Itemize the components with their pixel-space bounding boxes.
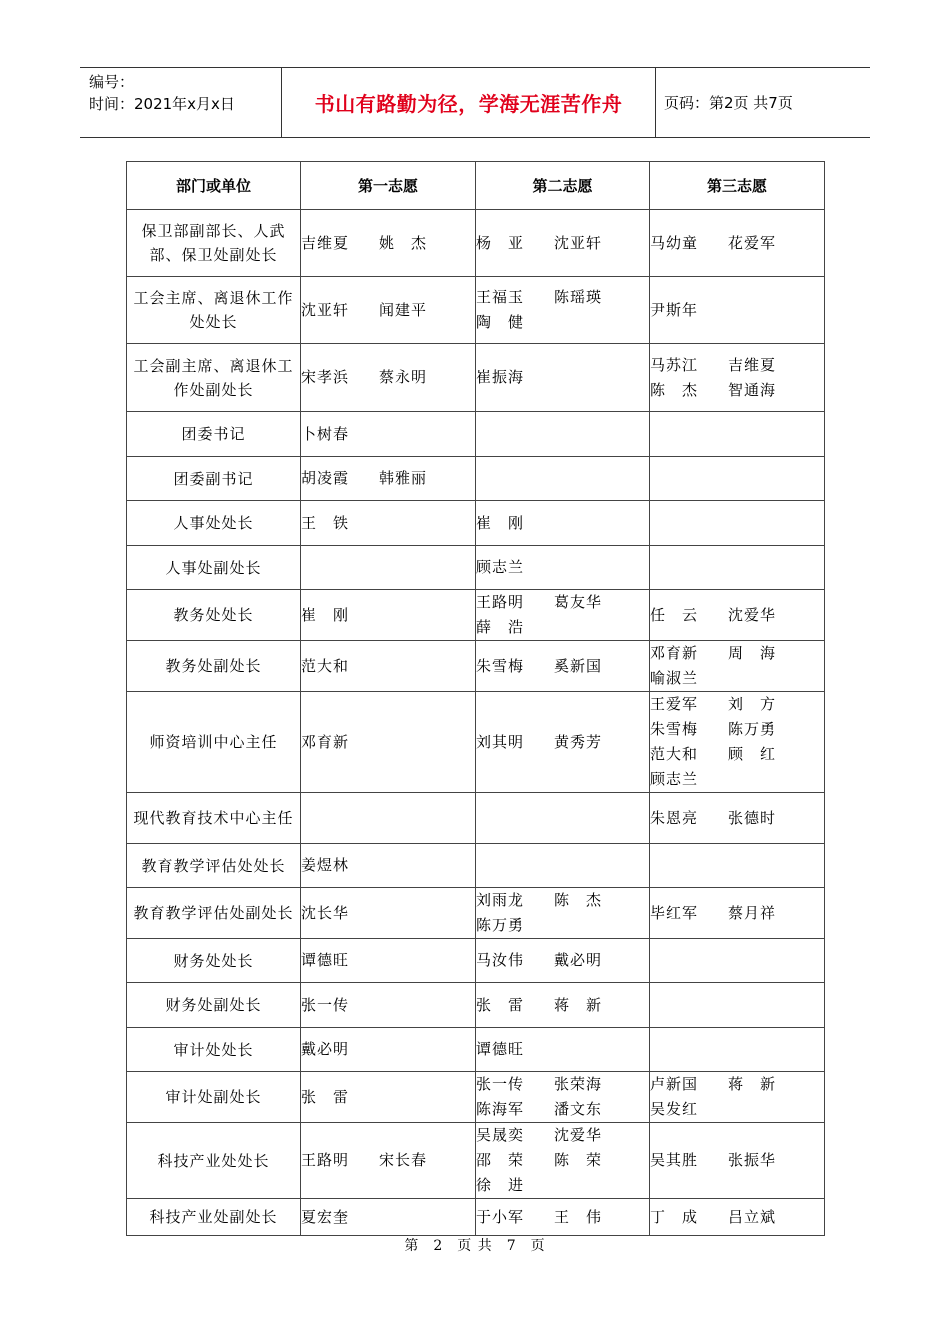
- second-choice-cell: [476, 1028, 650, 1072]
- name-line: [650, 742, 824, 767]
- name-line: [301, 1085, 475, 1110]
- table-row: [127, 501, 825, 546]
- candidate-name: 吉维夏: [728, 355, 777, 374]
- table-row: [127, 641, 825, 692]
- third-choice-cell: [650, 1028, 825, 1072]
- first-choice-cell: [301, 277, 476, 344]
- second-choice-cell: [476, 939, 650, 983]
- table-row: [127, 793, 825, 844]
- candidate-name: 王 铁: [301, 513, 350, 532]
- name-line: [476, 590, 649, 615]
- candidate-name: 毕红军: [650, 903, 699, 922]
- third-choice-cell: [650, 277, 825, 344]
- department-cell: 人事处处长: [127, 501, 301, 546]
- candidate-name: 顾志兰: [476, 558, 525, 576]
- department-cell: 现代教育技术中心主任: [127, 793, 301, 844]
- third-choice-cell: [650, 546, 825, 590]
- candidate-name: 陈瑶瑛: [554, 288, 603, 306]
- candidate-name: 张一传: [301, 995, 350, 1014]
- column-header-first-choice: 第一志愿: [301, 162, 476, 210]
- header-motto: 书山有路勤为径，学海无涯苦作舟: [281, 68, 656, 137]
- candidate-name: 胡凌霞: [301, 469, 350, 487]
- third-choice-cell: [650, 888, 825, 939]
- name-line: [301, 231, 475, 256]
- name-line: [476, 1072, 649, 1097]
- column-header-third-choice: 第三志愿: [650, 162, 825, 210]
- candidate-name: 马苏江: [650, 355, 699, 374]
- name-line: [650, 666, 824, 691]
- candidate-name: 崔 刚: [301, 605, 350, 624]
- candidate-name: 邓育新: [650, 644, 699, 662]
- name-line: [301, 1037, 475, 1062]
- department-cell: 审计处副处长: [127, 1072, 301, 1123]
- second-choice-cell: [476, 412, 650, 457]
- candidate-name: 闻建平: [379, 300, 428, 319]
- name-line: [301, 511, 475, 536]
- candidate-name: 崔 刚: [476, 513, 525, 532]
- name-line: [476, 615, 649, 640]
- department-cell: 保卫部副部长、人武部、保卫处副处长: [127, 210, 301, 277]
- name-line: [476, 310, 649, 335]
- name-line: [476, 948, 649, 973]
- footer-page-number: 2: [433, 1238, 444, 1254]
- name-line: [476, 1148, 649, 1173]
- name-line: [650, 1148, 824, 1173]
- table-row: [127, 590, 825, 641]
- department-cell: 审计处处长: [127, 1028, 301, 1072]
- candidate-name: 薛 浩: [476, 618, 525, 636]
- table-row: [127, 344, 825, 412]
- candidate-name: 吴其胜: [650, 1151, 699, 1169]
- candidate-name: 奚新国: [554, 656, 603, 675]
- name-line: [650, 353, 824, 378]
- first-choice-cell: [301, 457, 476, 501]
- footer-prefix: 第: [404, 1238, 420, 1254]
- third-choice-cell: [650, 210, 825, 277]
- department-cell: 教育教学评估处处长: [127, 844, 301, 888]
- column-header-second-choice: 第二志愿: [476, 162, 650, 210]
- candidate-name: 宋孝浜: [301, 368, 350, 386]
- third-choice-cell: [650, 844, 825, 888]
- candidate-name: 卢新国: [650, 1075, 699, 1093]
- third-choice-cell: [650, 641, 825, 692]
- name-line: [476, 730, 649, 755]
- name-line: [301, 422, 475, 447]
- candidate-name: 张德时: [728, 808, 777, 827]
- second-choice-cell: [476, 457, 650, 501]
- department-cell: 科技产业处副处长: [127, 1199, 301, 1236]
- name-line: [301, 1148, 475, 1173]
- department-cell: 教务处副处长: [127, 641, 301, 692]
- name-line: [301, 993, 475, 1018]
- candidate-name: 葛友华: [554, 593, 603, 611]
- candidate-name: 卜树春: [301, 424, 350, 443]
- table-row: [127, 939, 825, 983]
- third-choice-cell: [650, 1199, 825, 1236]
- candidate-name: 尹斯年: [650, 300, 699, 319]
- first-choice-cell: [301, 590, 476, 641]
- second-choice-cell: [476, 1072, 650, 1123]
- first-choice-cell: [301, 939, 476, 983]
- candidate-name: 张一传: [476, 1075, 525, 1093]
- candidate-name: 喻淑兰: [650, 669, 699, 687]
- name-line: [650, 806, 824, 831]
- first-choice-cell: [301, 641, 476, 692]
- candidate-name: 陈 杰: [650, 380, 699, 399]
- candidate-name: 韩雅丽: [379, 469, 428, 487]
- candidate-name: 崔振海: [476, 368, 525, 386]
- candidate-name: 刘 方: [728, 695, 777, 713]
- second-choice-cell: [476, 590, 650, 641]
- candidate-name: 蔡永明: [379, 368, 428, 386]
- candidate-name: 陈海军: [476, 1100, 525, 1118]
- table-row: [127, 412, 825, 457]
- name-line: [476, 555, 649, 580]
- name-line: [650, 692, 824, 717]
- table-row: [127, 1028, 825, 1072]
- column-header-department: 部门或单位: [127, 162, 301, 210]
- candidate-name: 宋长春: [379, 1151, 428, 1169]
- candidate-name: 沈爱华: [728, 605, 777, 624]
- candidate-name: 陈 杰: [554, 891, 603, 909]
- name-line: [476, 654, 649, 679]
- candidate-name: 任 云: [650, 605, 699, 624]
- name-line: [650, 1205, 824, 1230]
- name-line: [301, 853, 475, 878]
- candidate-name: 马幼童: [650, 233, 699, 252]
- department-cell: 财务处处长: [127, 939, 301, 983]
- candidate-name: 顾志兰: [650, 770, 699, 788]
- name-line: [301, 298, 475, 323]
- document-number-label: 编号：: [89, 73, 135, 91]
- candidate-name: 吴晟奕: [476, 1126, 525, 1144]
- candidate-name: 刘雨龙: [476, 891, 525, 909]
- candidate-name: 于小军: [476, 1207, 525, 1226]
- candidate-name: 谭德旺: [301, 951, 350, 969]
- second-choice-cell: [476, 210, 650, 277]
- second-choice-cell: [476, 1199, 650, 1236]
- third-choice-cell: [650, 983, 825, 1028]
- candidate-name: 沈亚轩: [554, 233, 603, 252]
- second-choice-cell: [476, 344, 650, 412]
- name-line: [301, 654, 475, 679]
- second-choice-cell: [476, 692, 650, 793]
- first-choice-cell: [301, 1199, 476, 1236]
- candidate-name: 吉维夏: [301, 233, 350, 252]
- candidate-name: 张 雷: [301, 1087, 350, 1106]
- document-header: [80, 67, 870, 138]
- first-choice-cell: [301, 210, 476, 277]
- name-line: [301, 603, 475, 628]
- department-cell: 科技产业处处长: [127, 1123, 301, 1199]
- table-row: [127, 277, 825, 344]
- second-choice-cell: [476, 1123, 650, 1199]
- candidate-name: 戴必明: [301, 1040, 350, 1058]
- document-date: 时间：2021年x月x日: [89, 95, 235, 113]
- name-line: [650, 717, 824, 742]
- second-choice-cell: [476, 888, 650, 939]
- name-line: [650, 1072, 824, 1097]
- candidate-name: 智通海: [728, 380, 777, 399]
- first-choice-cell: [301, 692, 476, 793]
- department-cell: 工会主席、离退休工作处处长: [127, 277, 301, 344]
- name-line: [476, 1123, 649, 1148]
- name-line: [650, 641, 824, 666]
- department-cell: 团委副书记: [127, 457, 301, 501]
- name-line: [476, 888, 649, 913]
- third-choice-cell: [650, 457, 825, 501]
- first-choice-cell: [301, 888, 476, 939]
- second-choice-cell: [476, 277, 650, 344]
- candidate-name: 张 雷: [476, 995, 525, 1014]
- name-line: [301, 365, 475, 390]
- name-line: [301, 1205, 475, 1230]
- candidate-name: 顾 红: [728, 745, 777, 763]
- table-header-row: [127, 162, 825, 210]
- candidate-name: 陈万勇: [476, 916, 525, 934]
- second-choice-cell: [476, 641, 650, 692]
- name-line: [301, 730, 475, 755]
- name-line: [301, 466, 475, 491]
- candidate-name: 陶 健: [476, 313, 525, 331]
- department-cell: 教务处处长: [127, 590, 301, 641]
- name-line: [476, 1037, 649, 1062]
- candidate-name: 范大和: [301, 656, 350, 675]
- first-choice-cell: [301, 344, 476, 412]
- page-footer: [0, 1235, 950, 1255]
- table-row: [127, 210, 825, 277]
- candidate-name: 蒋 新: [728, 1075, 777, 1093]
- name-line: [476, 1097, 649, 1122]
- third-choice-cell: [650, 344, 825, 412]
- name-line: [650, 231, 824, 256]
- candidate-name: 徐 进: [476, 1176, 525, 1194]
- first-choice-cell: [301, 983, 476, 1028]
- candidate-name: 朱恩亮: [650, 808, 699, 827]
- candidate-name: 夏宏奎: [301, 1207, 350, 1226]
- volunteer-table: [126, 161, 825, 1236]
- second-choice-cell: [476, 844, 650, 888]
- table-row: [127, 1123, 825, 1199]
- candidate-name: 陈 荣: [554, 1151, 603, 1169]
- department-cell: 师资培训中心主任: [127, 692, 301, 793]
- table-row: [127, 692, 825, 793]
- name-line: [650, 767, 824, 792]
- name-line: [301, 948, 475, 973]
- second-choice-cell: [476, 501, 650, 546]
- department-cell: 人事处副处长: [127, 546, 301, 590]
- first-choice-cell: [301, 501, 476, 546]
- table-row: [127, 983, 825, 1028]
- footer-suffix: 页: [530, 1238, 546, 1254]
- candidate-name: 张振华: [728, 1151, 777, 1169]
- department-cell: 团委书记: [127, 412, 301, 457]
- candidate-name: 朱雪梅: [476, 656, 525, 675]
- third-choice-cell: [650, 939, 825, 983]
- candidate-name: 蒋 新: [554, 995, 603, 1014]
- candidate-name: 王福玉: [476, 288, 525, 306]
- candidate-name: 周 海: [728, 644, 777, 662]
- header-meta: [80, 68, 281, 137]
- candidate-name: 丁 成: [650, 1207, 699, 1226]
- candidate-name: 沈爱华: [554, 1126, 603, 1144]
- candidate-name: 王路明: [476, 593, 525, 611]
- name-line: [476, 993, 649, 1018]
- candidate-name: 姜煜林: [301, 856, 350, 874]
- footer-total-pages: 7: [506, 1238, 517, 1254]
- first-choice-cell: [301, 1072, 476, 1123]
- candidate-name: 邵 荣: [476, 1151, 525, 1169]
- third-choice-cell: [650, 692, 825, 793]
- candidate-name: 杨 亚: [476, 233, 525, 252]
- footer-middle: 页 共: [457, 1238, 493, 1254]
- first-choice-cell: [301, 844, 476, 888]
- candidate-name: 陈万勇: [728, 720, 777, 738]
- candidate-name: 吕立斌: [728, 1207, 777, 1226]
- candidate-name: 邓育新: [301, 732, 350, 751]
- third-choice-cell: [650, 501, 825, 546]
- name-line: [476, 231, 649, 256]
- third-choice-cell: [650, 590, 825, 641]
- candidate-name: 沈长华: [301, 903, 350, 922]
- table-row: [127, 546, 825, 590]
- candidate-name: 吴发红: [650, 1100, 699, 1118]
- candidate-name: 范大和: [650, 745, 699, 763]
- table-row: [127, 457, 825, 501]
- third-choice-cell: [650, 1072, 825, 1123]
- name-line: [301, 901, 475, 926]
- name-line: [650, 298, 824, 323]
- candidate-name: 王爱军: [650, 695, 699, 713]
- department-cell: 工会副主席、离退休工作处副处长: [127, 344, 301, 412]
- first-choice-cell: [301, 1028, 476, 1072]
- second-choice-cell: [476, 983, 650, 1028]
- candidate-name: 潘文东: [554, 1100, 603, 1118]
- candidate-name: 王路明: [301, 1151, 350, 1169]
- candidate-name: 朱雪梅: [650, 720, 699, 738]
- second-choice-cell: [476, 546, 650, 590]
- third-choice-cell: [650, 793, 825, 844]
- name-line: [650, 603, 824, 628]
- candidate-name: 沈亚轩: [301, 300, 350, 319]
- table-row: [127, 1199, 825, 1236]
- department-cell: 财务处副处长: [127, 983, 301, 1028]
- table-row: [127, 844, 825, 888]
- candidate-name: 张荣海: [554, 1075, 603, 1093]
- name-line: [650, 901, 824, 926]
- candidate-name: 谭德旺: [476, 1040, 525, 1058]
- candidate-name: 姚 杰: [379, 233, 428, 252]
- department-cell: 教育教学评估处副处长: [127, 888, 301, 939]
- first-choice-cell: [301, 412, 476, 457]
- third-choice-cell: [650, 412, 825, 457]
- candidate-name: 马汝伟: [476, 951, 525, 969]
- name-line: [650, 378, 824, 403]
- table-body: [127, 210, 825, 1236]
- candidate-name: 花爱军: [728, 233, 777, 252]
- candidate-name: 黄秀芳: [554, 732, 603, 751]
- name-line: [476, 285, 649, 310]
- candidate-name: 蔡月祥: [728, 903, 777, 922]
- name-line: [476, 365, 649, 390]
- name-line: [476, 1205, 649, 1230]
- first-choice-cell: [301, 793, 476, 844]
- first-choice-cell: [301, 546, 476, 590]
- name-line: [476, 1173, 649, 1198]
- candidate-name: 戴必明: [554, 951, 603, 969]
- second-choice-cell: [476, 793, 650, 844]
- name-line: [650, 1097, 824, 1122]
- candidate-name: 刘其明: [476, 732, 525, 751]
- table-row: [127, 1072, 825, 1123]
- first-choice-cell: [301, 1123, 476, 1199]
- name-line: [476, 913, 649, 938]
- candidate-name: 王 伟: [554, 1207, 603, 1226]
- third-choice-cell: [650, 1123, 825, 1199]
- table-row: [127, 888, 825, 939]
- name-line: [476, 511, 649, 536]
- header-page-info: 页码：第2页 共7页: [664, 94, 793, 112]
